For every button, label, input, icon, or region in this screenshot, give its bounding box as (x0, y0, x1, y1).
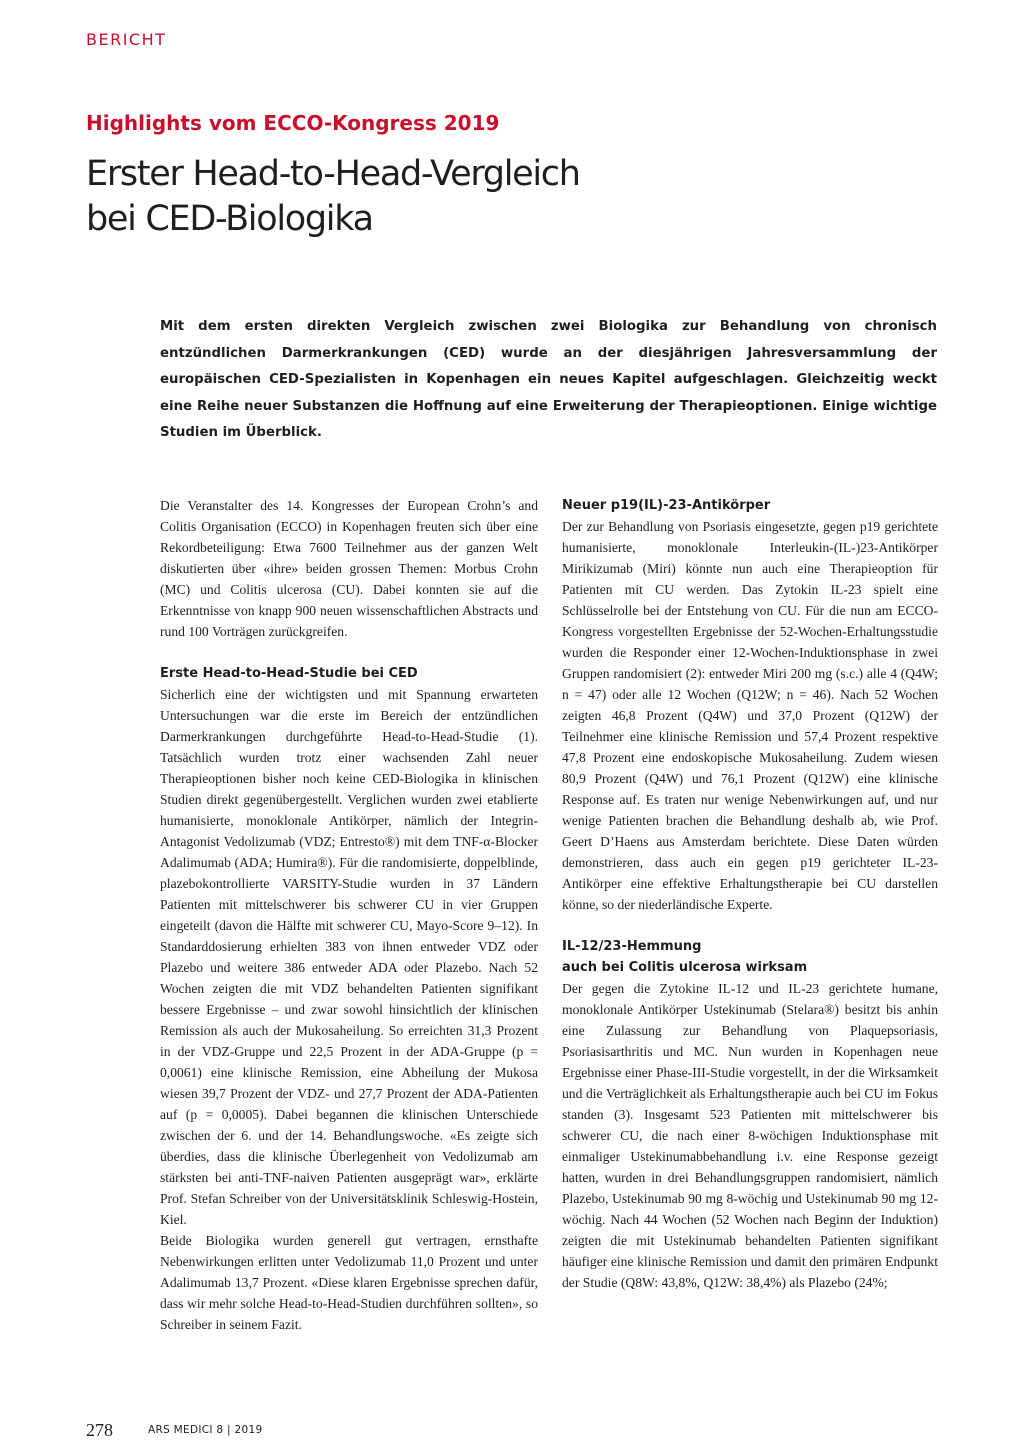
headline-line-2: bei CED-Biologika (86, 199, 373, 239)
paragraph-tolerability: Beide Biologika wurden generell gut vertragen, ernsthafte Nebenwirkungen erlitten unter Vedolizumab 11,0 Prozent und unter Adalimumab 13,7 Prozent. «Diese klaren Ergebnisse sprechen dafür, dass wir mehr solche Head-to-Head-Studien durchführen sollten», so Schreiber in seinem Fazit. (160, 1233, 538, 1332)
right-column (562, 495, 938, 1293)
section-heading-head-to-head: Erste Head-to-Head-Studie bei CED (160, 666, 418, 681)
section-heading-il12-23-line-1: IL-12/23-Hemmung (562, 939, 702, 954)
paragraph-ustekinumab: Der gegen die Zytokine IL-12 und IL-23 gerichtete humane, monoklonale Antikörper Ustekinumab (Stelara®) besitzt bis anhin eine Zulassung zur Behandlung von Plaquepsoriasis, Psoriasisarthritis und MC. Nun wurden in Kopenhagen neue Ergebnisse einer Phase-III-Studie vorgestellt, in der die Wirksamkeit und die Verträglichkeit als Erhaltungstherapie auch bei CU im Fokus standen (3). Insgesamt 523 Patienten mit mittelschwerer bis schwerer CU, die nach einer 8-wöchigen Induktionsphase mit einmaliger Ustekinumabbehandlung i.v. eine Response gezeigt hatten, wurden in drei Behandlungsgruppen randomisiert, nämlich Plazebo, Ustekinumab 90 mg 8-wöchig und Ustekinumab 90 mg 12-wöchig. Nach 44 Wochen (52 Wochen nach Beginn der Induktion) zeigten die mit Ustekinumab behandelten Patienten signifikant häufiger eine klinische Remission und damit den primären Endpunkt der Studie (Q8W: 43,8%, Q12W: 38,4%) als Plazebo (24%; (562, 981, 938, 1290)
section-heading-p19-antibody: Neuer p19(IL)-23-Antikörper (562, 498, 771, 513)
paragraph-varsity-study: Sicherlich eine der wichtigsten und mit Spannung erwarteten Untersuchungen war die erste im Bereich der entzündlichen Darmerkrankungen durchgeführte Head-to-Head-Studie (1). Tatsächlich wurden trotz einer wachsenden Zahl neuer Therapieoptionen bisher noch keine CED-Biologika in klinischen Studien direkt gegenübergestellt. Verglichen wurden zwei etablierte humanisierte, monoklonale Antikörper, nämlich der Integrin-Antagonist Vedolizumab (VDZ; Entresto®) mit dem TNF-α-Blocker Adalimumab (ADA; Humira®). Für die randomisierte, doppelblinde, plazebokontrollierte VARSITY-Studie wurden in 37 Ländern Patienten mit mittelschwerer bis schwerer CU in vier Gruppen eingeteilt (davon die Hälfte mit schwerer CU, Mayo-Score 9–12). In Standarddosierung erhielten 383 von ihnen entweder VDZ oder Plazebo und weitere 386 entweder ADA oder Plazebo. Nach 52 Wochen zeigten die mit VDZ behandelten Patienten signifikant bessere Ergebnisse – und zwar sowohl hinsichtlich der klinischen Remission als auch der Mukosaheilung. So erreichten 31,3 Prozent in der VDZ-Gruppe und 22,5 Prozent in der ADA-Gruppe (p = 0,0061) eine klinische Remission, eine Abheilung der Mukosa wiesen 39,7 Prozent der VDZ- und 27,7 Prozent der ADA-Patienten auf (p = 0,0005). Dabei begannen die klinischen Unterschiede zwischen der 6. und der 14. Behandlungswoche. «Es zeigte sich überdies, dass die klinische Überlegenheit von Vedolizumab am stärksten bei anti-TNF-naiven Patienten ausgeprägt war», erklärte Prof. Stefan Schreiber von der Universitätsklinik Schleswig-Hostein, Kiel. (160, 687, 538, 1227)
headline-line-1: Erster Head-to-Head-Vergleich (86, 154, 580, 194)
section-heading-il12-23 (562, 936, 938, 978)
paragraph-mirikizumab: Der zur Behandlung von Psoriasis eingesetzte, gegen p19 gerichtete humanisierte, monoklonale Interleukin-(IL-)23-Antikörper Mirikizumab (Miri) könnte nun auch eine Therapieoption für Patienten mit CU werden. Das Zytokin IL-23 spielt eine Schlüsselrolle bei der Entstehung von CU. Für die nun am ECCO-Kongress vorgestellten Ergebnisse der 52-Wochen-Erhaltungsstudie wurden die Responder einer 12-Wochen-Induktionsphase in zwei Gruppen randomisiert (2): entweder Miri 200 mg (s.c.) alle 4 (Q4W; n = 47) oder alle 12 Wochen (Q12W; n = 46). Nach 52 Wochen zeigten 46,8 Prozent (Q4W) und 37,0 Prozent (Q12W) der Teilnehmer eine klinische Remission und 57,4 Prozent respektive 47,8 Prozent eine endoskopische Mukosaheilung. Zudem wiesen 80,9 Prozent (Q4W) und 76,1 Prozent (Q12W) eine klinische Response auf. Es traten nur wenige Nebenwirkungen auf, und nur wenige Patienten brachen die Behandlung deshalb ab, wie Prof. Geert D’Haens aus Amsterdam berichtete. Diese Daten würden demonstrieren, dass auch ein gegen p19 gerichteter IL-23-Antikörper eine effektive Erhaltungstherapie bei CU darstellen könne, so der niederländische Experte. (562, 519, 938, 912)
journal-issue: ARS MEDICI 8 | 2019 (148, 1424, 263, 1436)
article-lead: Mit dem ersten direkten Vergleich zwischen zwei Biologika zur Behandlung von chronisch entzündlichen Darmerkrankungen (CED) wurde an der diesjährigen Jahresversammlung der europäischen CED-Spezialisten in Kopenhagen ein neues Kapitel aufgeschlagen. Gleichzeitig weckt eine Reihe neuer Substanzen die Hoffnung auf eine Erweiterung der Therapieoptionen. Einige wichtige Studien im Überblick. (160, 319, 937, 441)
page-number: 278 (86, 1420, 113, 1440)
left-column (160, 495, 538, 1335)
section-label: BERICHT (86, 30, 167, 49)
intro-paragraph: Die Veranstalter des 14. Kongresses der European Crohn’s and Colitis Organisation (ECCO) in Kopenhagen freuten sich über eine Rekordbeteiligung: Etwa 7600 Teilnehmer aus der ganzen Welt diskutierten über «ihre» beiden grossen Themen: Morbus Crohn (MC) und Colitis ulcerosa (CU). Dabei konnten sie auf die Erkenntnisse von knapp 900 neuen wissenschaftlichen Abstracts und rund 100 Vorträgen zurückgreifen. (160, 498, 538, 639)
section-heading-il12-23-line-2: auch bei Colitis ulcerosa wirksam (562, 960, 808, 975)
article-headline (86, 152, 886, 242)
article-kicker: Highlights vom ECCO-Kongress 2019 (86, 111, 500, 135)
